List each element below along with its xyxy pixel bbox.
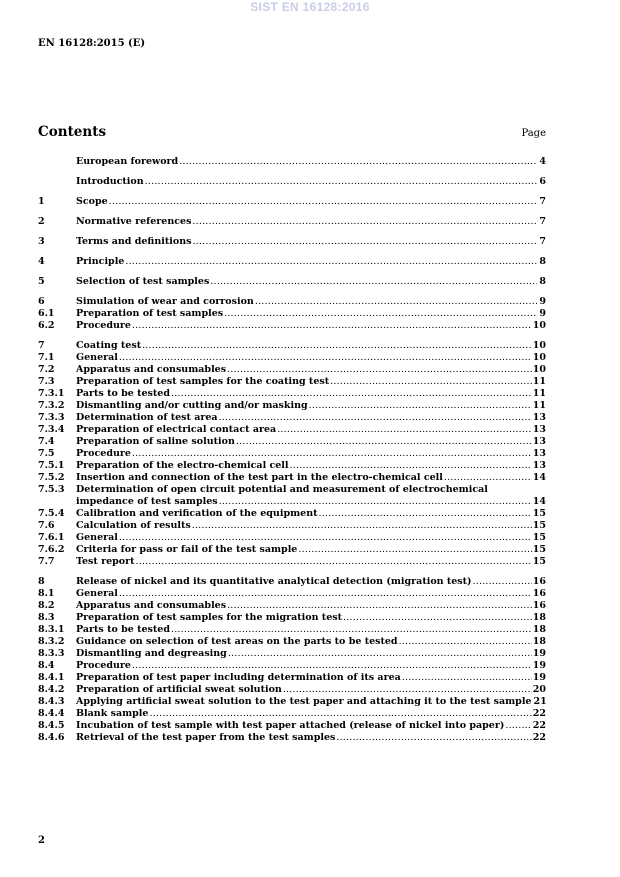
toc-entry[interactable] bbox=[38, 556, 546, 568]
toc-entry-number: 7.5.4 bbox=[38, 508, 65, 519]
toc-dot-leader bbox=[298, 544, 531, 556]
toc-entry-page: 6 bbox=[539, 176, 546, 187]
toc-entry-page: 10 bbox=[532, 352, 546, 363]
toc-entry-title: General bbox=[76, 588, 118, 599]
toc-dot-leader bbox=[179, 156, 537, 168]
toc-dot-leader bbox=[219, 496, 532, 508]
toc-entry-number: 8.1 bbox=[38, 588, 55, 599]
toc-entry[interactable] bbox=[38, 424, 546, 436]
toc-entry-title: Preparation of test samples for the coating test bbox=[76, 376, 330, 387]
toc-entry[interactable] bbox=[38, 520, 546, 532]
toc-entry-number: 4 bbox=[38, 256, 45, 267]
toc-entry[interactable] bbox=[38, 532, 546, 544]
toc-dot-leader bbox=[119, 532, 532, 544]
toc-entry-page: 13 bbox=[532, 412, 546, 423]
toc-entry[interactable] bbox=[38, 436, 546, 448]
toc-entry[interactable] bbox=[38, 576, 546, 588]
toc-entry-page: 21 bbox=[533, 696, 547, 707]
toc-entry-number: 7.3.3 bbox=[38, 412, 65, 423]
toc-entry-title: Selection of test samples bbox=[76, 276, 210, 287]
toc-entry-title: Parts to be tested bbox=[76, 624, 170, 635]
toc-entry-title: Release of nickel and its quantitative analytical detection (migration test) bbox=[76, 576, 472, 587]
toc-dot-leader bbox=[119, 588, 532, 600]
toc-entry-number: 8.4.2 bbox=[38, 684, 65, 695]
toc-entry[interactable] bbox=[38, 508, 546, 520]
toc-entry[interactable] bbox=[38, 600, 546, 612]
toc-entry-number: 7.4 bbox=[38, 436, 55, 447]
toc-entry[interactable] bbox=[38, 496, 546, 508]
toc-dot-leader bbox=[132, 320, 532, 332]
toc-entry-page: 19 bbox=[532, 648, 546, 659]
toc-entry[interactable] bbox=[38, 544, 546, 556]
toc-entry[interactable] bbox=[38, 176, 546, 188]
toc-entry-number: 2 bbox=[38, 216, 45, 227]
toc-dot-leader bbox=[330, 376, 532, 388]
toc-entry-page: 13 bbox=[532, 436, 546, 447]
toc-entry[interactable] bbox=[38, 484, 546, 496]
toc-dot-leader bbox=[132, 660, 532, 672]
toc-entry-page: 7 bbox=[539, 196, 546, 207]
toc-entry-number: 6.1 bbox=[38, 308, 55, 319]
toc-entry-page: 10 bbox=[532, 364, 546, 375]
toc-entry-title: Preparation of saline solution bbox=[76, 436, 235, 447]
toc-entry-page: 13 bbox=[532, 424, 546, 435]
toc-dot-leader bbox=[171, 388, 532, 400]
toc-entry-page: 11 bbox=[532, 388, 546, 399]
toc-entry-number: 8.4.5 bbox=[38, 720, 65, 731]
toc-entry-title: Preparation of test samples for the migration test bbox=[76, 612, 342, 623]
toc-entry-title: Determination of test area bbox=[76, 412, 218, 423]
toc-entry-number: 7.2 bbox=[38, 364, 55, 375]
toc-entry-page: 22 bbox=[532, 732, 546, 743]
toc-entry-page: 15 bbox=[532, 556, 546, 567]
toc-dot-leader bbox=[444, 472, 532, 484]
toc-entry-page: 22 bbox=[532, 720, 546, 731]
toc-dot-leader bbox=[125, 256, 537, 268]
toc-entry-number: 3 bbox=[38, 236, 45, 247]
toc-entry-page: 15 bbox=[532, 508, 546, 519]
toc-entry-number: 7.1 bbox=[38, 352, 55, 363]
toc-entry-title: Dismantling and/or cutting and/or masking bbox=[76, 400, 308, 411]
toc-dot-leader bbox=[343, 612, 532, 624]
toc-entry[interactable] bbox=[38, 236, 546, 248]
toc-entry[interactable] bbox=[38, 400, 546, 412]
toc-entry[interactable] bbox=[38, 672, 546, 684]
toc-entry-page: 4 bbox=[539, 156, 546, 167]
toc-dot-leader bbox=[473, 576, 532, 588]
toc-entry-title: Principle bbox=[76, 256, 125, 267]
toc-entry-title: Criteria for pass or fail of the test sample bbox=[76, 544, 298, 555]
toc-entry[interactable] bbox=[38, 472, 546, 484]
document-id: EN 16128:2015 (E) bbox=[38, 38, 146, 49]
toc-entry[interactable] bbox=[38, 720, 546, 732]
toc-entry-title: Calibration and verification of the equipment bbox=[76, 508, 318, 519]
toc-dot-leader bbox=[399, 636, 532, 648]
toc-dot-leader bbox=[145, 176, 537, 188]
toc-entry[interactable] bbox=[38, 612, 546, 624]
toc-entry[interactable] bbox=[38, 156, 546, 168]
toc-entry-number: 6 bbox=[38, 296, 45, 307]
toc-dot-leader bbox=[227, 364, 532, 376]
toc-entry-number: 7.3.2 bbox=[38, 400, 65, 411]
toc-entry-number: 7.5 bbox=[38, 448, 55, 459]
toc-entry-page: 19 bbox=[532, 672, 546, 683]
toc-entry[interactable] bbox=[38, 256, 546, 268]
toc-dot-leader bbox=[336, 732, 531, 744]
toc-dot-leader bbox=[142, 340, 532, 352]
toc-entry[interactable] bbox=[38, 216, 546, 228]
toc-entry-title: Preparation of test samples bbox=[76, 308, 224, 319]
toc-entry-title: Preparation of electrical contact area bbox=[76, 424, 277, 435]
toc-entry-page: 14 bbox=[532, 472, 546, 483]
toc-entry[interactable] bbox=[38, 684, 546, 696]
toc-entry-title: General bbox=[76, 532, 118, 543]
toc-entry-title: Preparation of artificial sweat solution bbox=[76, 684, 282, 695]
toc-dot-leader bbox=[171, 624, 532, 636]
toc-entry-page: 11 bbox=[532, 400, 546, 411]
toc-entry[interactable] bbox=[38, 352, 546, 364]
watermark-text: SIST EN 16128:2016 bbox=[250, 0, 370, 14]
toc-entry-title: Simulation of wear and corrosion bbox=[76, 296, 254, 307]
toc-entry-title: Preparation of test paper including determination of its area bbox=[76, 672, 401, 683]
toc-dot-leader bbox=[283, 684, 532, 696]
toc-entry-number: 7.3 bbox=[38, 376, 55, 387]
toc-entry-number: 8.3.1 bbox=[38, 624, 65, 635]
toc-dot-leader bbox=[192, 216, 537, 228]
toc-entry-number: 8 bbox=[38, 576, 45, 587]
toc-entry-page: 13 bbox=[532, 448, 546, 459]
toc-entry-number: 8.3.2 bbox=[38, 636, 65, 647]
toc-entry-title: Test report bbox=[76, 556, 135, 567]
toc-entry[interactable] bbox=[38, 340, 546, 352]
toc-entry[interactable] bbox=[38, 732, 546, 744]
toc-entry-number: 8.3 bbox=[38, 612, 55, 623]
toc-entry[interactable] bbox=[38, 296, 546, 308]
toc-entry[interactable] bbox=[38, 448, 546, 460]
toc-entry-number: 7.7 bbox=[38, 556, 55, 567]
toc-entry-page: 7 bbox=[539, 236, 546, 247]
table-of-contents bbox=[38, 156, 546, 744]
toc-dot-leader bbox=[319, 508, 532, 520]
toc-entry-page: 14 bbox=[532, 496, 546, 507]
toc-dot-leader bbox=[228, 648, 532, 660]
toc-dot-leader bbox=[192, 520, 532, 532]
toc-entry-title: Preparation of the electro-chemical cell bbox=[76, 460, 289, 471]
toc-dot-leader bbox=[277, 424, 532, 436]
toc-entry-title: Retrieval of the test paper from the test samples bbox=[76, 732, 336, 743]
toc-entry-number: 8.3.3 bbox=[38, 648, 65, 659]
toc-entry[interactable] bbox=[38, 276, 546, 288]
toc-entry-number: 8.4.3 bbox=[38, 696, 65, 707]
toc-entry[interactable] bbox=[38, 636, 546, 648]
toc-entry-number: 8.4 bbox=[38, 660, 55, 671]
toc-entry[interactable] bbox=[38, 412, 546, 424]
toc-entry[interactable] bbox=[38, 696, 546, 708]
toc-dot-leader bbox=[236, 436, 532, 448]
toc-entry-title: Apparatus and consumables bbox=[76, 364, 227, 375]
toc-dot-leader bbox=[505, 720, 531, 732]
toc-entry-page: 18 bbox=[532, 624, 546, 635]
toc-entry[interactable] bbox=[38, 624, 546, 636]
toc-entry-page: 9 bbox=[539, 296, 546, 307]
toc-entry-number: 7.3.1 bbox=[38, 388, 65, 399]
toc-entry-title: Apparatus and consumables bbox=[76, 600, 227, 611]
toc-entry-title: Coating test bbox=[76, 340, 142, 351]
toc-dot-leader bbox=[255, 296, 537, 308]
toc-entry-number: 7.5.3 bbox=[38, 484, 65, 495]
toc-dot-leader bbox=[224, 308, 537, 320]
toc-entry-title: Applying artificial sweat solution to the test paper and attaching it to the test sample bbox=[76, 696, 532, 707]
toc-entry[interactable] bbox=[38, 588, 546, 600]
toc-entry-page: 7 bbox=[539, 216, 546, 227]
toc-entry-title: European foreword bbox=[76, 156, 179, 167]
toc-entry[interactable] bbox=[38, 648, 546, 660]
toc-entry-number: 1 bbox=[38, 196, 45, 207]
toc-entry-page: 19 bbox=[532, 660, 546, 671]
toc-entry[interactable] bbox=[38, 364, 546, 376]
toc-entry[interactable] bbox=[38, 308, 546, 320]
toc-dot-leader bbox=[132, 448, 532, 460]
toc-dot-leader bbox=[136, 556, 532, 568]
toc-entry-page: 18 bbox=[532, 636, 546, 647]
toc-entry-page: 10 bbox=[532, 320, 546, 331]
toc-entry[interactable] bbox=[38, 460, 546, 472]
toc-dot-leader bbox=[309, 400, 532, 412]
toc-entry-title: Calculation of results bbox=[76, 520, 191, 531]
toc-entry-title: Blank sample bbox=[76, 708, 149, 719]
toc-entry[interactable] bbox=[38, 196, 546, 208]
toc-entry-title: Introduction bbox=[76, 176, 144, 187]
toc-entry-page: 11 bbox=[532, 376, 546, 387]
toc-entry-title: Insertion and connection of the test part in the electro-chemical cell bbox=[76, 472, 443, 483]
toc-entry-title: Parts to be tested bbox=[76, 388, 170, 399]
page-number: 2 bbox=[38, 835, 45, 846]
toc-entry-page: 18 bbox=[532, 612, 546, 623]
toc-entry-title: Determination of open circuit potential and measurement of electrochemical bbox=[76, 484, 488, 495]
toc-entry-page: 16 bbox=[532, 588, 546, 599]
toc-entry-number: 6.2 bbox=[38, 320, 55, 331]
toc-dot-leader bbox=[119, 352, 532, 364]
toc-entry-title: impedance of test samples bbox=[76, 496, 218, 507]
toc-entry-number: 7.5.2 bbox=[38, 472, 65, 483]
toc-entry-page: 22 bbox=[532, 708, 546, 719]
toc-entry-page: 8 bbox=[539, 256, 546, 267]
toc-entry-page: 10 bbox=[532, 340, 546, 351]
toc-entry-number: 7.6.2 bbox=[38, 544, 65, 555]
toc-entry-page: 15 bbox=[532, 520, 546, 531]
toc-entry-number: 8.4.1 bbox=[38, 672, 65, 683]
toc-entry[interactable] bbox=[38, 320, 546, 332]
toc-entry[interactable] bbox=[38, 708, 546, 720]
toc-entry-title: Terms and definitions bbox=[76, 236, 192, 247]
toc-entry-title: Normative references bbox=[76, 216, 192, 227]
toc-entry-number: 8.4.4 bbox=[38, 708, 65, 719]
toc-entry-page: 16 bbox=[532, 600, 546, 611]
toc-dot-leader bbox=[227, 600, 532, 612]
toc-entry-page: 15 bbox=[532, 544, 546, 555]
page-column-label: Page bbox=[521, 128, 546, 139]
toc-entry-number: 7.3.4 bbox=[38, 424, 65, 435]
toc-entry-title: Dismantling and degreasing bbox=[76, 648, 227, 659]
toc-entry[interactable] bbox=[38, 376, 546, 388]
toc-entry-number: 7 bbox=[38, 340, 45, 351]
contents-title: Contents bbox=[38, 124, 107, 140]
toc-dot-leader bbox=[192, 236, 537, 248]
toc-entry-number: 7.6 bbox=[38, 520, 55, 531]
toc-entry-page: 15 bbox=[532, 532, 546, 543]
toc-entry-title: Procedure bbox=[76, 320, 131, 331]
toc-entry-title: Procedure bbox=[76, 448, 131, 459]
toc-entry-page: 13 bbox=[532, 460, 546, 471]
toc-dot-leader bbox=[290, 460, 532, 472]
toc-entry-title: Incubation of test sample with test paper attached (release of nickel into paper) bbox=[76, 720, 505, 731]
toc-entry-page: 20 bbox=[532, 684, 546, 695]
toc-entry-number: 8.4.6 bbox=[38, 732, 65, 743]
toc-entry-page: 9 bbox=[539, 308, 546, 319]
toc-entry[interactable] bbox=[38, 388, 546, 400]
toc-entry[interactable] bbox=[38, 660, 546, 672]
toc-entry-number: 7.6.1 bbox=[38, 532, 65, 543]
toc-dot-leader bbox=[109, 196, 537, 208]
toc-dot-leader bbox=[402, 672, 532, 684]
toc-entry-title: Procedure bbox=[76, 660, 131, 671]
toc-dot-leader bbox=[149, 708, 531, 720]
toc-entry-page: 8 bbox=[539, 276, 546, 287]
toc-entry-title: Scope bbox=[76, 196, 108, 207]
toc-entry-title: General bbox=[76, 352, 118, 363]
toc-entry-page: 16 bbox=[532, 576, 546, 587]
toc-entry-number: 7.5.1 bbox=[38, 460, 65, 471]
toc-dot-leader bbox=[219, 412, 532, 424]
toc-dot-leader bbox=[210, 276, 537, 288]
toc-entry-number: 5 bbox=[38, 276, 45, 287]
toc-entry-number: 8.2 bbox=[38, 600, 55, 611]
toc-entry-title: Guidance on selection of test areas on the parts to be tested bbox=[76, 636, 398, 647]
